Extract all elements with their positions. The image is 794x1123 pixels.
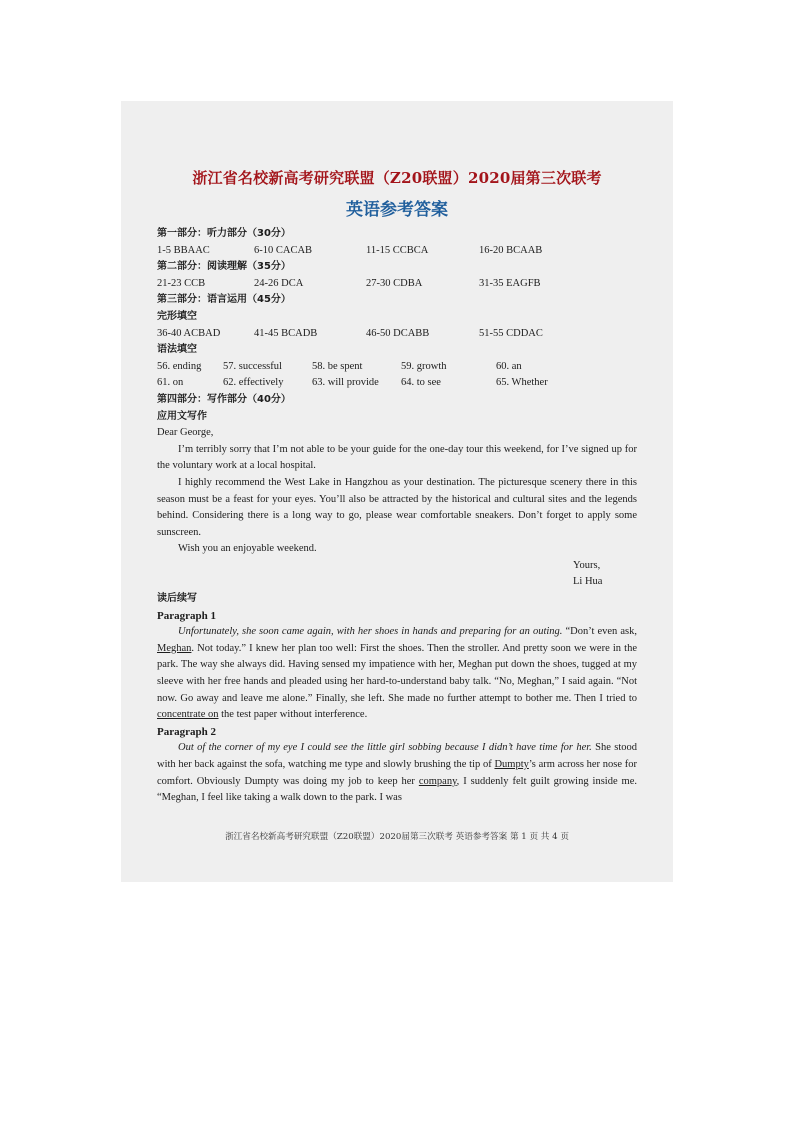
applied-writing-heading: 应用文写作 xyxy=(157,410,207,422)
answer-group: 16-20 BCAAB xyxy=(479,244,543,256)
paragraph2-text-part: She stood with her back against the sofa, watching me type and slowly brushing the tip of xyxy=(157,742,637,770)
letter-salutation: Dear George, xyxy=(157,427,214,439)
grammar-answer: 56. ending xyxy=(157,360,202,372)
grammar-answer: 58. be spent xyxy=(312,360,363,372)
page-footer: 浙江省名校新高考研究联盟（Z20联盟）2020届第三次联考 英语参考答案 第 1 页 共 4 页 xyxy=(225,832,569,842)
answer-group: 24-26 DCA xyxy=(254,277,304,289)
answer-group: 41-45 BCADB xyxy=(254,327,318,339)
answer-group: 27-30 CDBA xyxy=(366,277,423,289)
paragraph2-text-part: ’s arm across her nose for comfort. Obviously Dumpty was doing my job to keep her xyxy=(157,759,637,787)
answer-group: 11-15 CCBCA xyxy=(366,244,429,256)
paragraph1-text xyxy=(157,624,637,724)
part1-answer-row xyxy=(157,243,637,260)
grammar-answer: 57. successful xyxy=(223,360,282,372)
part2-heading: 第二部分：阅读理解（35分） xyxy=(157,261,291,273)
grammar-answer: 65. Whether xyxy=(496,377,548,389)
letter-signature: Li Hua xyxy=(573,576,603,588)
answer-group: 46-50 DCABB xyxy=(366,327,430,339)
document-title: 浙江省名校新高考研究联盟（Z20联盟）2020届第三次联考 xyxy=(192,169,602,187)
answer-group: 36-40 ACBAD xyxy=(157,327,221,339)
grammar-answer: 64. to see xyxy=(401,377,441,389)
grammar-answer-row xyxy=(157,375,637,392)
answer-group: 1-5 BBAAC xyxy=(157,244,210,256)
underlined-word: company xyxy=(418,775,457,787)
paragraph1-lead: Unfortunately, she soon came again, with her shoes in hands and preparing for an outing. xyxy=(178,626,563,638)
document-subtitle: 英语参考答案 xyxy=(346,200,448,220)
paragraph1-text-part: . Not today.” I knew her plan too well: First the shoes. Then the stroller. And pretty soon we were in the park. The way she always did. Having sensed my impatience with her, Meghan put down the shoes, tugged at my sleeve with her free hands and pleaded using her hard-to-understand baby talk. “No, Meghan,” I said again. “Not now. Go away and leave me alone.” Finally, she left. She made no further attempt to bother me. Then I tried to xyxy=(157,642,637,704)
letter-paragraph: I highly recommend the West Lake in Hangzhou as your destination. The picturesque scenery there in this season must be a feast for your eyes. You’ll also be attracted by the historical and cultural sites and the legends behind. Considering there is a long way to go, please wear comfortable sneakers. Don’t forget to apply some sunscreen. xyxy=(157,476,637,538)
answer-group: 31-35 EAGFB xyxy=(479,277,541,289)
paragraph2-label: Paragraph 2 xyxy=(157,725,216,738)
scanned-answer-sheet xyxy=(121,101,673,882)
continuation-writing-heading: 读后续写 xyxy=(157,593,197,605)
grammar-answer: 63. will provide xyxy=(312,377,379,389)
grammar-answer: 60. an xyxy=(496,360,522,372)
grammar-answer-row xyxy=(157,359,637,376)
paragraph2-text xyxy=(157,740,637,806)
answer-group: 6-10 CACAB xyxy=(254,244,313,256)
cloze-answer-row xyxy=(157,326,637,343)
grammar-answer: 61. on xyxy=(157,377,184,389)
paragraph1-text-part: “Don’t even ask, xyxy=(562,626,637,638)
answer-group: 51-55 CDDAC xyxy=(479,327,543,339)
paragraph2-text-part: , I suddenly felt guilt growing inside me. “Meghan, I feel like taking a walk down to the park. I was xyxy=(157,775,637,804)
paragraph1-label: Paragraph 1 xyxy=(157,609,216,622)
part4-section xyxy=(157,392,637,807)
underlined-word: Dumpty xyxy=(494,759,529,770)
underlined-word: Meghan xyxy=(157,642,192,654)
underlined-phrase: concentrate on xyxy=(157,709,219,721)
cloze-heading: 完形填空 xyxy=(157,310,197,322)
part1-section xyxy=(157,226,637,259)
part2-answer-row xyxy=(157,276,637,293)
letter-closing: Yours, xyxy=(573,559,601,571)
part4-heading: 第四部分：写作部分（40分） xyxy=(157,393,291,405)
part3-heading: 第三部分：语言运用（45分） xyxy=(157,294,291,306)
letter-paragraph: Wish you an enjoyable weekend. xyxy=(178,543,317,555)
grammar-answer: 62. effectively xyxy=(223,377,284,389)
paragraph1-text-part: the test paper without interference. xyxy=(218,709,368,721)
part3-section xyxy=(157,292,637,392)
part1-heading: 第一部分：听力部分（30分） xyxy=(157,228,291,239)
paragraph2-lead: Out of the corner of my eye I could see the little girl sobbing because I didn’t have time for her. xyxy=(178,742,592,754)
grammar-answer: 59. growth xyxy=(401,360,447,372)
part2-section xyxy=(157,259,637,292)
grammar-heading: 语法填空 xyxy=(157,344,197,356)
sample-letter xyxy=(157,425,637,591)
letter-paragraph: I’m terribly sorry that I’m not able to be your guide for the one-day tour this weekend, for I’ve signed up for the voluntary work at a local hospital. xyxy=(157,443,637,472)
answer-group: 21-23 CCB xyxy=(157,277,206,289)
